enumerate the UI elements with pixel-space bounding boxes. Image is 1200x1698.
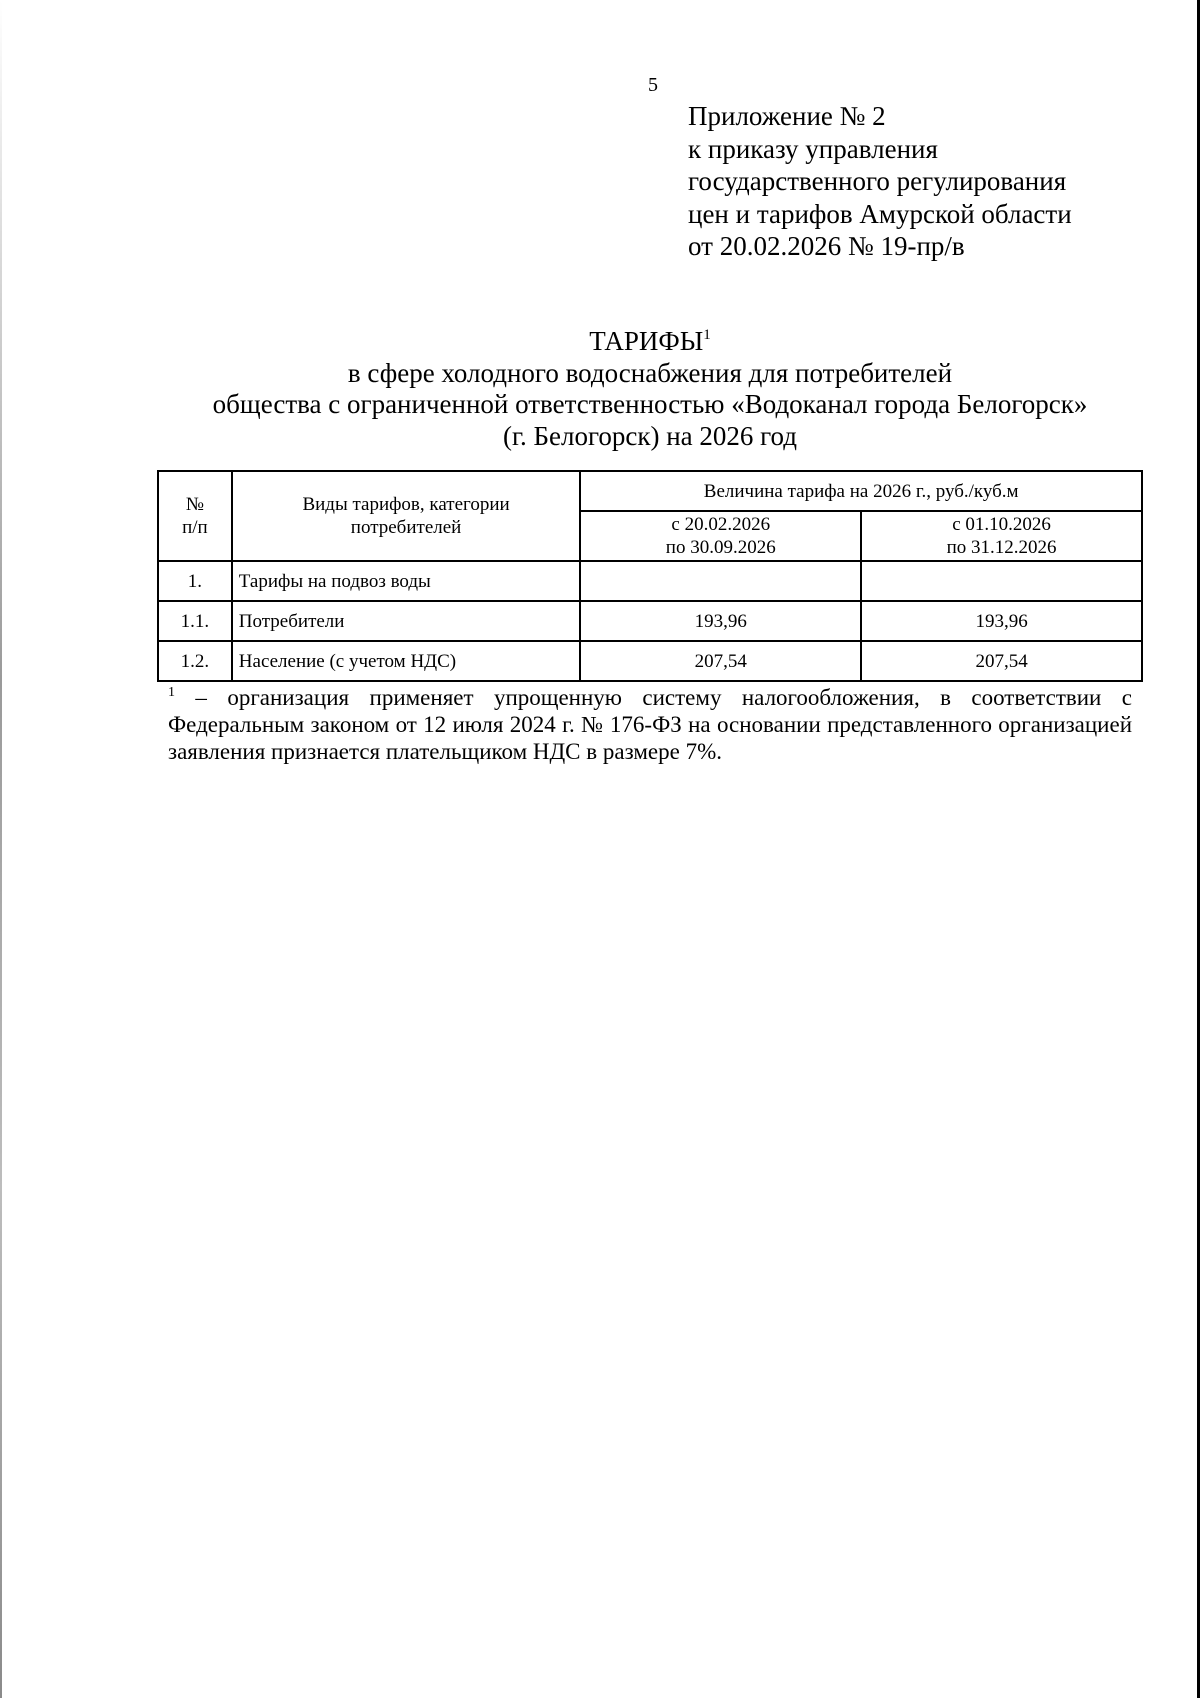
appendix-line: Приложение № 2 xyxy=(688,101,886,131)
row-value-period-1: 207,54 xyxy=(580,641,861,681)
header-num-line: № xyxy=(185,494,204,515)
title-line: (г. Белогорск) на 2026 год xyxy=(502,420,798,451)
scan-edge-left xyxy=(0,0,2,1698)
appendix-line: к приказу управления xyxy=(688,133,938,164)
page-number: 5 xyxy=(648,74,658,96)
row-value-period-1: 193,96 xyxy=(580,601,861,641)
header-kinds xyxy=(232,471,581,561)
appendix-line: от 20.02.2026 № 19-пр/в xyxy=(688,231,965,261)
row-value-period-2: 193,96 xyxy=(861,601,1142,641)
footnote-text: – организация применяет упрощенную систему налогообложения, в соответствии с Федеральным законом от 12 июля 2024 г. № 176-ФЗ на основании представленного организацией заявления признается плательщиком НДС в размере 7%. xyxy=(168,685,1132,764)
row-num: 1.1. xyxy=(158,601,232,641)
footnote-mark: 1 xyxy=(168,685,175,700)
header-value-group: Величина тарифа на 2026 г., руб./куб.м xyxy=(580,471,1142,511)
header-kinds-line: потребителей xyxy=(350,517,462,538)
row-num: 1.2. xyxy=(158,641,232,681)
appendix-line: цен и тарифов Амурской области xyxy=(688,198,1072,229)
row-kind: Потребители xyxy=(232,601,581,641)
row-num: 1. xyxy=(158,561,232,601)
row-value-period-1 xyxy=(580,561,861,601)
header-num xyxy=(158,471,232,561)
table-header-row xyxy=(158,471,1142,511)
header-num-line: п/п xyxy=(182,517,208,538)
footnote xyxy=(168,684,1132,765)
appendix-line: государственного регулирования xyxy=(688,166,1067,196)
period-line: с 20.02.2026 xyxy=(671,514,771,535)
header-period-2 xyxy=(861,511,1142,561)
table-row xyxy=(158,561,1142,601)
row-value-period-2 xyxy=(861,561,1142,601)
title-heading xyxy=(150,326,1150,358)
header-kinds-line: Виды тарифов, категории xyxy=(302,494,510,515)
document-title xyxy=(150,326,1150,452)
title-line: общества с ограниченной ответственностью «Водоканал города Белогорск» xyxy=(212,389,1088,419)
row-value-period-2: 207,54 xyxy=(861,641,1142,681)
header-period-1 xyxy=(580,511,861,561)
table-row xyxy=(158,641,1142,681)
period-line: по 31.12.2026 xyxy=(946,537,1057,558)
appendix-block xyxy=(688,100,1072,263)
tariff-table xyxy=(157,470,1143,682)
title-footnote-mark: 1 xyxy=(703,327,711,343)
title-heading-text: ТАРИФЫ xyxy=(589,326,704,356)
period-line: с 01.10.2026 xyxy=(952,514,1051,535)
title-line: в сфере холодного водоснабжения для потребителей xyxy=(347,357,953,388)
period-line: по 30.09.2026 xyxy=(665,537,776,558)
table-row xyxy=(158,601,1142,641)
row-kind: Тарифы на подвоз воды xyxy=(232,561,581,601)
row-kind: Население (с учетом НДС) xyxy=(232,641,581,681)
